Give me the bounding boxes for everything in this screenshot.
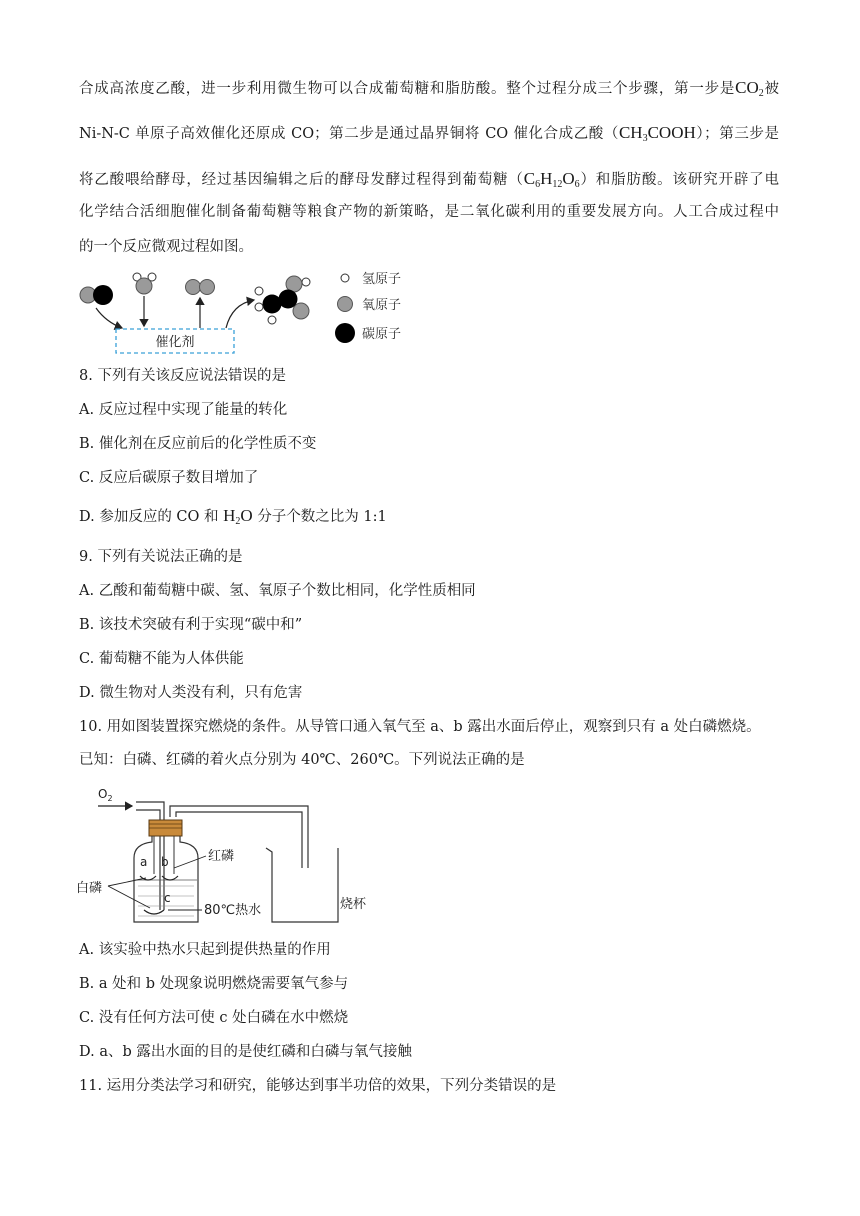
q8-option-d[interactable] — [79, 505, 779, 533]
legend-oxygen-swatch — [338, 297, 353, 312]
outlet-tube — [170, 806, 308, 868]
spoon-c — [144, 910, 164, 914]
legend-carbon-swatch — [335, 323, 355, 343]
legend-oxygen-label: 氧原子 — [362, 298, 402, 313]
o2-molecule — [186, 280, 215, 295]
reaction-diagram — [76, 266, 416, 358]
arrow-in-co — [96, 308, 122, 328]
q10-stem-line-2: 已知：白磷、红磷的着火点分别为 40℃、260℃。下列说法正确的是 — [79, 752, 525, 768]
legend — [335, 272, 401, 343]
legend-carbon-label: 碳原子 — [362, 327, 402, 342]
label-b: b — [161, 855, 169, 869]
co2-formula: $CO_2$ — [735, 78, 764, 99]
spoon-a — [140, 876, 156, 880]
passage-line-4 — [79, 201, 779, 223]
label-hot-water: 80℃热水 — [204, 903, 262, 918]
q9-option-b[interactable]: B. 该技术突破有利于实现“碳中和” — [79, 617, 303, 633]
q10-option-b[interactable]: B. a 处和 b 处现象说明燃烧需要氧气参与 — [79, 976, 349, 992]
passage-line-2 — [79, 122, 779, 150]
passage-line-3 — [79, 168, 779, 196]
passage-text: 被 — [763, 81, 780, 97]
passage-text: ）和脂肪酸。该研究开辟了电 — [579, 172, 780, 188]
acetic-acid-formula: $CH_3COOH$ — [618, 123, 696, 144]
combustion-apparatus-diagram — [76, 782, 396, 927]
q11-stem: 11. 运用分类法学习和研究，能够达到事半功倍的效果，下列分类错误的是 — [79, 1078, 557, 1094]
water-formula: $H_2O$ — [223, 506, 253, 527]
passage-line-5 — [79, 236, 779, 258]
label-beaker: 烧杯 — [340, 897, 367, 912]
o2-label: $O_2$ — [98, 787, 113, 803]
label-c: c — [164, 891, 171, 905]
q9-option-a[interactable]: A. 乙酸和葡萄糖中碳、氢、氧原子个数比相同，化学性质相同 — [79, 583, 476, 599]
legend-hydrogen-swatch — [341, 274, 349, 282]
co-molecule — [80, 285, 113, 305]
q9-option-d[interactable]: D. 微生物对人类没有利，只有危害 — [79, 685, 303, 701]
q10-option-d[interactable]: D. a、b 露出水面的目的是使红磷和白磷与氧气接触 — [79, 1044, 412, 1060]
arrow-out-acid — [226, 300, 254, 328]
q8-option-d-text: D. 参加反应的 CO 和 — [79, 509, 219, 525]
h2o-molecule — [133, 273, 156, 294]
passage-text: 化学结合活细胞催化制备葡萄糖等粮食产物的新策略，是二氧化碳利用的重要发展方向。人工合成过程中 — [79, 204, 779, 220]
acetic-acid-molecule — [255, 276, 310, 324]
glucose-formula: $C_6H_{12}O_6$ — [523, 169, 580, 190]
label-a: a — [140, 855, 148, 869]
q10-stem-line-1: 10. 用如图装置探究燃烧的条件。从导管口通入氧气至 a、b 露出水面后停止，观察到只有 a 处白磷燃烧。 — [79, 719, 761, 735]
passage-text: Ni-N-C 单原子高效催化还原成 CO；第二步是通过晶界铜将 CO 催化合成乙酸（ — [79, 126, 619, 142]
q8-option-a[interactable]: A. 反应过程中实现了能量的转化 — [79, 402, 288, 418]
catalyst-label: 催化剂 — [155, 335, 195, 350]
q8-option-c[interactable]: C. 反应后碳原子数目增加了 — [79, 470, 259, 486]
passage-text: 合成高浓度乙酸，进一步利用微生物可以合成葡萄糖和脂肪酸。整个过程分成三个步骤，第一步是 — [79, 81, 736, 97]
q8-option-b[interactable]: B. 催化剂在反应前后的化学性质不变 — [79, 436, 317, 452]
label-white-phosphorus: 白磷 — [76, 881, 103, 896]
q8-stem: 8. 下列有关该反应说法错误的是 — [79, 368, 286, 384]
label-red-phosphorus: 红磷 — [208, 849, 235, 864]
q9-stem: 9. 下列有关说法正确的是 — [79, 549, 243, 565]
q10-option-c[interactable]: C. 没有任何方法可使 c 处白磷在水中燃烧 — [79, 1010, 349, 1026]
passage-text: 将乙酸喂给酵母，经过基因编辑之后的酵母发酵过程得到葡萄糖（ — [79, 172, 524, 188]
passage-text: 的一个反应微观过程如图。 — [79, 239, 253, 255]
q9-option-c[interactable]: C. 葡萄糖不能为人体供能 — [79, 651, 244, 667]
passage-text: ）；第三步是 — [695, 126, 779, 142]
passage-line-1 — [79, 77, 779, 105]
q8-option-d-text: 分子个数之比为 1:1 — [257, 509, 387, 525]
legend-hydrogen-label: 氢原子 — [362, 272, 402, 287]
q10-option-a[interactable]: A. 该实验中热水只起到提供热量的作用 — [79, 942, 331, 958]
